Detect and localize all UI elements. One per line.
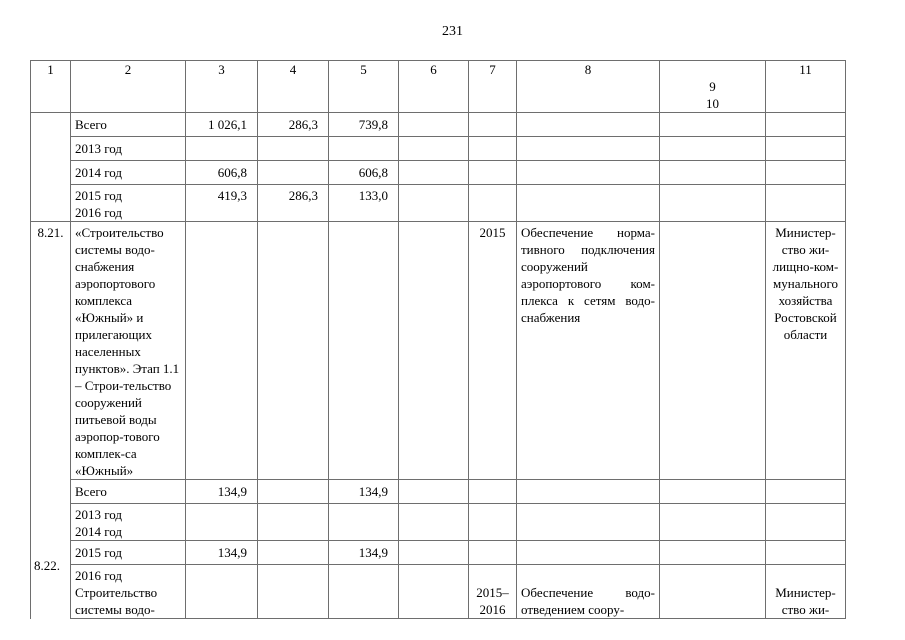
cell-7 <box>469 113 517 137</box>
item-result-822: Обеспечение водо-отведением соору- <box>517 565 660 619</box>
cell-total <box>186 565 258 619</box>
row-label: 2016 год <box>75 568 122 583</box>
cell-11 <box>766 161 846 185</box>
cell-6 <box>399 161 469 185</box>
cell-11 <box>766 185 846 222</box>
item-number: 8.21. <box>31 222 71 619</box>
cell-8 <box>517 541 660 565</box>
item-name: «Строительство системы водо-снабжения аэропортового комплекса «Южный» и прилегающих населенных пунктов». Этап 1.1 – Строи-тельство сооружений питьевой воды аэропор-тового комплек-са «Южный» <box>71 222 186 480</box>
cell-total <box>186 222 258 480</box>
cell-regional: 739,8 <box>329 113 399 137</box>
cell-11 <box>766 480 846 504</box>
cell-9-10 <box>660 185 766 222</box>
item-year-822: 2015–2016 <box>469 565 517 619</box>
item-result: Обеспечение норма-тивного подключения сооружений аэропортового ком-плекса к сетям водо-снабжения <box>517 222 660 480</box>
header-col-9: 9 <box>709 79 716 94</box>
cell-federal <box>258 161 329 185</box>
cell-8 <box>517 161 660 185</box>
header-col-7: 7 <box>469 61 517 113</box>
cell-6 <box>399 185 469 222</box>
cell-7 <box>469 504 517 541</box>
cell-7 <box>469 480 517 504</box>
cell-regional <box>329 565 399 619</box>
header-col-1: 1 <box>31 61 71 113</box>
table-row <box>31 137 846 161</box>
header-col-5: 5 <box>329 61 399 113</box>
cell-total <box>186 137 258 161</box>
cell-federal <box>258 480 329 504</box>
row-label: 2014 год <box>71 161 186 185</box>
header-col-4: 4 <box>258 61 329 113</box>
cell-9-10 <box>660 161 766 185</box>
cell-9-10 <box>660 504 766 541</box>
cell-6 <box>399 222 469 480</box>
header-col-9-10 <box>660 61 766 113</box>
cell-8 <box>517 137 660 161</box>
header-col-6: 6 <box>399 61 469 113</box>
cell-9-10 <box>660 480 766 504</box>
table-row <box>31 185 846 222</box>
row-label: 2016 год <box>75 205 122 220</box>
cell-regional: 134,9 <box>329 480 399 504</box>
row-label: 2013 год <box>75 507 122 522</box>
cell-regional: 134,9 <box>329 541 399 565</box>
cell-regional <box>329 137 399 161</box>
row-label: 2013 год <box>71 137 186 161</box>
cell-total <box>186 504 258 541</box>
header-col-8: 8 <box>517 61 660 113</box>
cell-total: 1 026,1 <box>186 113 258 137</box>
row-label-pair <box>71 565 186 619</box>
row-label: Всего <box>71 480 186 504</box>
cell-11 <box>766 137 846 161</box>
row-label-pair <box>71 504 186 541</box>
cell-6 <box>399 504 469 541</box>
cell-regional: 606,8 <box>329 161 399 185</box>
row-label: Всего <box>71 113 186 137</box>
cell-8 <box>517 480 660 504</box>
cell-7 <box>469 541 517 565</box>
cell-federal: 286,3 <box>258 185 329 222</box>
cell-9-10 <box>660 541 766 565</box>
table-row <box>31 480 846 504</box>
cell-7 <box>469 185 517 222</box>
cell-total: 134,9 <box>186 480 258 504</box>
row-label: 2015 год <box>71 541 186 565</box>
table-row <box>31 504 846 541</box>
header-col-2: 2 <box>71 61 186 113</box>
item-year: 2015 <box>469 222 517 480</box>
cell-9-10 <box>660 565 766 619</box>
cell-7 <box>469 161 517 185</box>
page-number: 231 <box>442 24 463 39</box>
cell-9-10 <box>660 137 766 161</box>
header-col-3: 3 <box>186 61 258 113</box>
cell-federal <box>258 565 329 619</box>
cell-6 <box>399 541 469 565</box>
row-label: 2015 год <box>75 188 122 203</box>
cell-11 <box>766 113 846 137</box>
cell-7 <box>469 137 517 161</box>
program-table-sheet <box>30 60 846 619</box>
header-row <box>31 61 846 113</box>
program-table <box>30 60 846 619</box>
cell-federal <box>258 541 329 565</box>
cell-federal <box>258 137 329 161</box>
cell-federal <box>258 504 329 541</box>
cell-regional <box>329 222 399 480</box>
header-col-11: 11 <box>766 61 846 113</box>
item-name-822: Строительство системы водо- <box>75 585 158 617</box>
cell-6 <box>399 565 469 619</box>
cell-11 <box>766 541 846 565</box>
cell-total: 606,8 <box>186 161 258 185</box>
cell-6 <box>399 137 469 161</box>
table-row-item-821 <box>31 222 846 480</box>
cell-8 <box>517 185 660 222</box>
table-row <box>31 541 846 565</box>
item-responsible-822: Министер-ство жи- <box>766 565 846 619</box>
table-row <box>31 565 846 619</box>
cell-8 <box>517 113 660 137</box>
item-responsible: Министер-ство жи-лищно-ком-мунального хозяйства Ростовской области <box>766 222 846 480</box>
cell-total: 134,9 <box>186 541 258 565</box>
cell-6 <box>399 113 469 137</box>
cell-6 <box>399 480 469 504</box>
cell-9-10 <box>660 222 766 480</box>
table-row <box>31 113 846 137</box>
number-cell <box>31 113 71 222</box>
cell-9-10 <box>660 113 766 137</box>
cell-regional <box>329 504 399 541</box>
header-col-10: 10 <box>706 96 719 111</box>
cell-federal <box>258 222 329 480</box>
cell-11 <box>766 504 846 541</box>
cell-regional: 133,0 <box>329 185 399 222</box>
table-row <box>31 161 846 185</box>
cell-8 <box>517 504 660 541</box>
item-number-822: 8.22. <box>34 558 60 573</box>
cell-federal: 286,3 <box>258 113 329 137</box>
cell-total: 419,3 <box>186 185 258 222</box>
row-label-pair <box>71 185 186 222</box>
row-label: 2014 год <box>75 524 122 539</box>
